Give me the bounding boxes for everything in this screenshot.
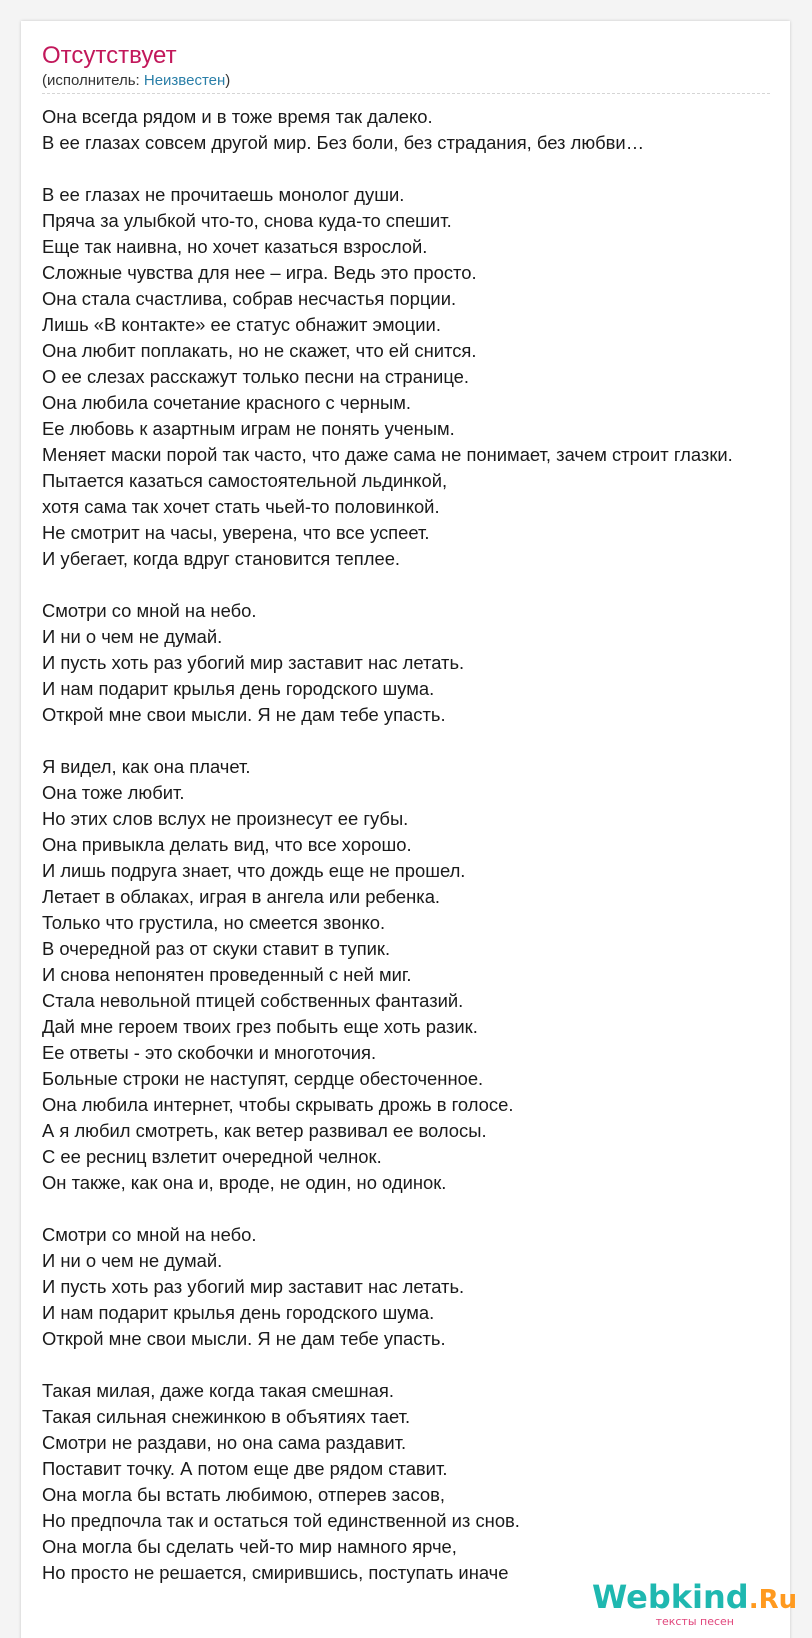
lyric-line: Меняет маски порой так часто, что даже сама не понимает, зачем строит глазки. [42,444,733,465]
lyric-line: Я видел, как она плачет. [42,756,251,777]
lyric-line: Открой мне свои мысли. Я не дам тебе упасть. [42,1328,446,1349]
lyric-line: Летает в облаках, играя в ангела или ребенка. [42,886,441,907]
lyric-line: Дай мне героем твоих грез побыть еще хоть разик. [42,1016,478,1037]
lyric-line: И ни о чем не думай. [42,626,223,647]
stanza-break [42,1196,812,1222]
lyric-line: Сложные чувства для нее – игра. Ведь это просто. [42,262,477,283]
lyric-line: Но просто не решается, смирившись, поступать иначе [42,1562,509,1583]
song-title: Отсутствует [42,42,177,69]
lyric-line: Она могла бы сделать чей-то мир намного ярче, [42,1536,457,1557]
lyric-line: Лишь «В контакте» ее статус обнажит эмоции. [42,314,441,335]
lyric-line: И лишь подруга знает, что дождь еще не прошел. [42,860,466,881]
lyric-line: Не смотрит на часы, уверена, что все успеет. [42,522,430,543]
lyric-line: Она тоже любит. [42,782,185,803]
logo-tagline: тексты песен [655,1615,734,1628]
lyric-line: Ее любовь к азартным играм не понять ученым. [42,418,455,439]
lyric-line: Еще так наивна, но хочет казаться взрослой. [42,236,428,257]
artist-line [42,71,230,91]
lyric-line: Такая милая, даже когда такая смешная. [42,1380,394,1401]
lyric-line: А я любил смотреть, как ветер развивал ее волосы. [42,1120,487,1141]
lyric-line: О ее слезах расскажут только песни на странице. [42,366,469,387]
artist-suffix: ) [225,72,231,89]
stanza-break [42,156,812,182]
lyric-line: Но предпочла так и остаться той единственной из снов. [42,1510,520,1531]
lyric-line: Но этих слов вслух не произнесут ее губы. [42,808,409,829]
lyric-line: Она привыкла делать вид, что все хорошо. [42,834,412,855]
site-logo[interactable] [592,1578,798,1630]
lyric-line: Она стала счастлива, собрав несчастья порции. [42,288,457,309]
lyric-line: Только что грустила, но смеется звонко. [42,912,386,933]
lyric-line: хотя сама так хочет стать чьей-то половинкой. [42,496,440,517]
artist-prefix: (исполнитель: [42,72,144,89]
stanza-break [42,572,812,598]
lyric-line: В ее глазах совсем другой мир. Без боли, без страдания, без любви… [42,132,645,153]
lyric-line: Он также, как она и, вроде, не один, но одинок. [42,1172,447,1193]
artist-link[interactable]: Неизвестен [143,72,226,89]
logo-suffix: .Ru [748,1585,798,1615]
logo-wordmark [592,1578,798,1617]
logo-main-text: Webkind [592,1578,749,1616]
lyric-line: И снова непонятен проведенный с ней миг. [42,964,412,985]
lyric-line: Открой мне свои мысли. Я не дам тебе упасть. [42,704,446,725]
lyric-line: Смотри со мной на небо. [42,1224,257,1245]
lyric-line: Ее ответы - это скобочки и многоточия. [42,1042,377,1063]
lyric-line: В ее глазах не прочитаешь монолог души. [42,184,405,205]
lyric-line: И нам подарит крылья день городского шума. [42,1302,435,1323]
lyric-line: Поставит точку. А потом еще две рядом ставит. [42,1458,448,1479]
lyric-line: В очередной раз от скуки ставит в тупик. [42,938,391,959]
stanza-break [42,728,812,754]
lyric-line: И ни о чем не думай. [42,1250,223,1271]
lyric-line: Такая сильная снежинкою в объятиях тает. [42,1406,411,1427]
lyric-line: Смотри со мной на небо. [42,600,257,621]
lyric-line: Больные строки не наступят, сердце обесточенное. [42,1068,484,1089]
stanza-break [42,1352,812,1378]
lyric-line: Пытается казаться самостоятельной льдинкой, [42,470,448,491]
lyric-line: И пусть хоть раз убогий мир заставит нас летать. [42,652,465,673]
lyric-line: Она любила сочетание красного с черным. [42,392,412,413]
lyric-line: Она любит поплакать, но не скажет, что ей снится. [42,340,477,361]
lyric-line: Она любила интернет, чтобы скрывать дрожь в голосе. [42,1094,514,1115]
lyric-line: С ее ресниц взлетит очередной челнок. [42,1146,382,1167]
lyric-line: И убегает, когда вдруг становится теплее. [42,548,401,569]
lyric-line: Пряча за улыбкой что-то, снова куда-то спешит. [42,210,452,231]
lyrics-text [42,104,812,1586]
lyric-line: И нам подарит крылья день городского шума. [42,678,435,699]
lyric-line: Она могла бы встать любимою, отперев засов, [42,1484,445,1505]
lyric-line: Она всегда рядом и в тоже время так далеко. [42,106,433,127]
lyric-line: Смотри не раздави, но она сама раздавит. [42,1432,407,1453]
lyric-line: Стала невольной птицей собственных фантазий. [42,990,464,1011]
title-divider [42,93,770,94]
lyric-line: И пусть хоть раз убогий мир заставит нас летать. [42,1276,465,1297]
